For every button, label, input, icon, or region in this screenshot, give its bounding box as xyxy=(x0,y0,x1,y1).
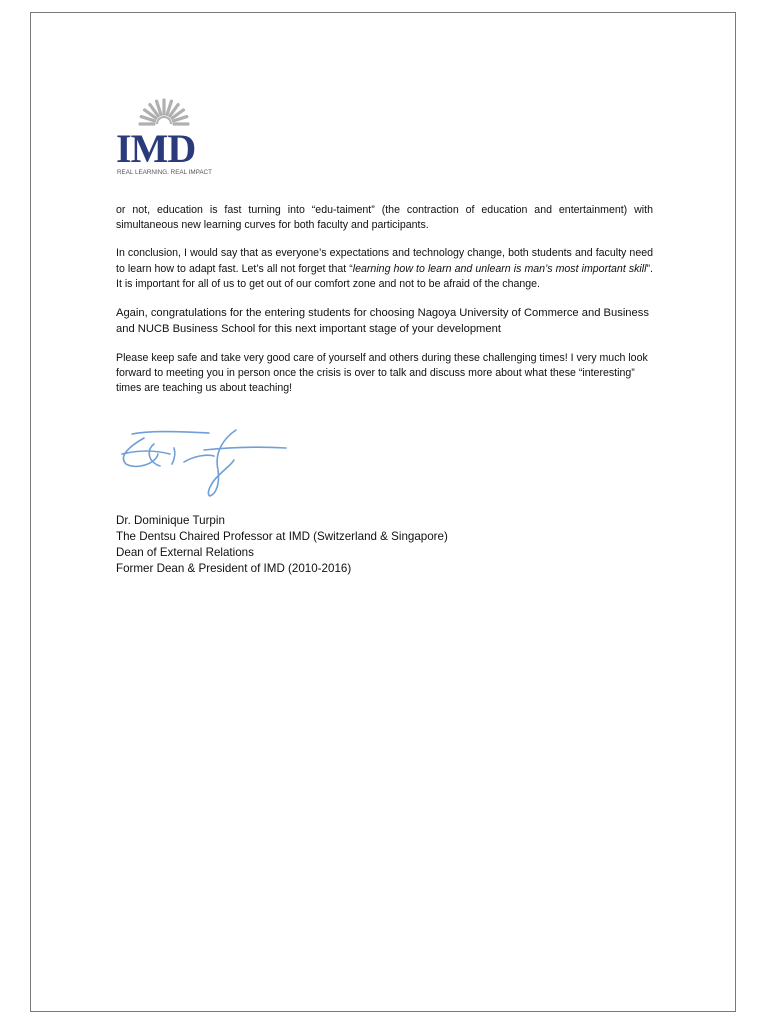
sunburst-icon xyxy=(140,100,188,124)
paragraph-edutainment: or not, education is fast turning into “edu-taiment” (the contraction of education and entertainment) with simultaneous new learning curves for both faculty and participants. xyxy=(116,204,653,232)
conclusion-quote: learning how to learn and unlearn is man’s most important skill xyxy=(352,262,647,275)
logo-wordmark: IMD xyxy=(116,126,196,171)
paragraph-congratulations: Again, congratulations for the entering students for choosing Nagoya University of Commerce and Business and NUCB Business School for this next important stage of your development xyxy=(116,307,649,336)
conclusion-text-start: In conclusion, I would say that as everyone’s expectations and technology change, both students and faculty need to learn how to adapt fast. Let’s all not forget that “ xyxy=(116,247,653,275)
conclusion-text-end: ”. It is important for all of us to get out of our comfort zone and not to be afraid of the change. xyxy=(116,262,653,290)
handwritten-signature xyxy=(114,424,294,502)
signature-strokes xyxy=(122,430,286,496)
signature-block xyxy=(116,513,448,577)
letter-body xyxy=(116,203,653,410)
signer-title-former-dean: Former Dean & President of IMD (2010-2016) xyxy=(116,562,352,575)
paragraph-conclusion xyxy=(116,246,653,292)
paragraph-keep-safe: Please keep safe and take very good care of yourself and others during these challenging times! I very much look forward to meeting you in person once the crisis is over to talk and discuss more about what these “interesting” times are teaching us about teaching! xyxy=(116,352,648,395)
signer-title-dean: Dean of External Relations xyxy=(116,546,254,559)
signer-name: Dr. Dominique Turpin xyxy=(116,514,225,527)
logo-tagline: REAL LEARNING. REAL IMPACT xyxy=(117,169,212,176)
signature-graphic xyxy=(114,424,294,502)
imd-logo-graphic xyxy=(116,96,216,176)
imd-logo xyxy=(116,96,216,176)
signer-title-professor: The Dentsu Chaired Professor at IMD (Switzerland & Singapore) xyxy=(116,530,448,543)
